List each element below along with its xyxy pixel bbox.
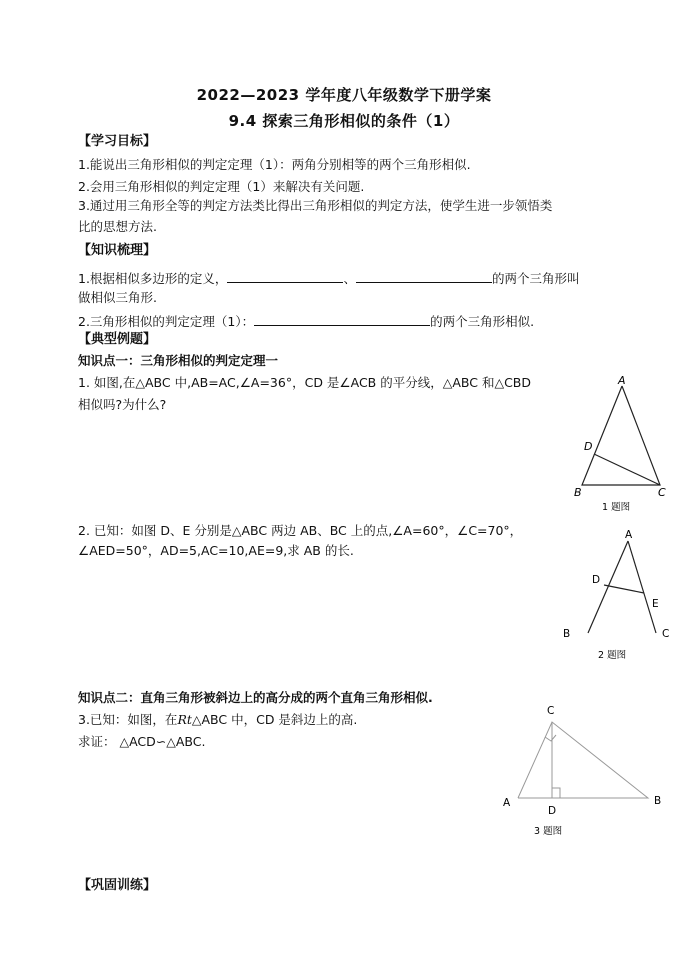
objective-item-3-cont: 比的思想方法. xyxy=(78,219,157,234)
knowledge-line-1-cont: 做相似三角形. xyxy=(78,290,157,305)
knowledge-line-1-start: 1.根据相似多边形的定义， xyxy=(78,271,228,286)
fig1-label-c: C xyxy=(658,486,666,499)
fig1-label-b: B xyxy=(574,486,582,499)
knowledge-point-2: 知识点二：直角三角形被斜边上的高分成的两个直角三角形相似. xyxy=(78,690,433,705)
knowledge-line-2 xyxy=(78,313,534,330)
fill-blank-2[interactable] xyxy=(356,270,492,283)
knowledge-line-2-start: 2.三角形相似的判定定理（1）： xyxy=(78,314,255,329)
knowledge-line-2-end: 的两个三角形相似. xyxy=(430,314,535,329)
question-1-line-2: 相似吗?为什么? xyxy=(78,397,167,412)
knowledge-point-1: 知识点一：三角形相似的判定定理一 xyxy=(78,353,279,368)
question-2-line-1: 2. 已知：如图 D、E 分别是△ABC 两边 AB、BC 上的点,∠A=60°，∠C=70°， xyxy=(78,523,523,538)
fig3-label-d: D xyxy=(548,805,557,817)
fig2-label-e: E xyxy=(652,598,659,610)
objective-item-2: 2.会用三角形相似的判定定理（1）来解决有关问题. xyxy=(78,179,365,194)
figure-3-right-triangle xyxy=(498,700,670,842)
fig1-label-d: D xyxy=(584,440,593,453)
knowledge-line-1-end: 的两个三角形叫 xyxy=(491,271,580,286)
question-3-line-1 xyxy=(78,712,357,728)
question-3-line-1-start: 3.已知：如图，在 xyxy=(78,712,178,727)
knowledge-heading: 【知识梳理】 xyxy=(78,243,157,258)
fig3-label-c: C xyxy=(547,705,555,717)
fig3-caption: 3 题图 xyxy=(534,826,563,837)
fig2-label-c: C xyxy=(662,628,670,640)
objective-item-1: 1.能说出三角形相似的判定定理（1）：两角分别相等的两个三角形相似. xyxy=(78,157,471,172)
question-3-rt: Rt xyxy=(177,712,192,727)
figure-1-triangle xyxy=(566,372,678,520)
practice-heading: 【巩固训练】 xyxy=(78,878,157,893)
fig1-caption: 1 题图 xyxy=(602,502,631,513)
question-2-line-2: ∠AED=50°，AD=5,AC=10,AE=9,求 AB 的长. xyxy=(78,543,354,558)
examples-heading: 【典型例题】 xyxy=(78,332,157,347)
fig1-label-a: A xyxy=(618,374,626,387)
question-3-line-1-end: △ABC 中，CD 是斜边上的高. xyxy=(191,712,358,727)
fill-blank-1[interactable] xyxy=(227,270,343,283)
fig2-label-b: B xyxy=(563,628,571,640)
fill-blank-3[interactable] xyxy=(254,313,430,326)
page-title: 2022—2023 学年度八年级数学下册学案 xyxy=(196,86,492,104)
question-1-line-1: 1. 如图,在△ABC 中,AB=AC,∠A=36°，CD 是∠ACB 的平分线，△ABC 和△CBD xyxy=(78,375,531,390)
question-3-line-2: 求证： △ACD∽△ABC. xyxy=(78,734,206,749)
fig3-label-a: A xyxy=(503,797,511,809)
lesson-subtitle: 9.4 探索三角形相似的条件（1） xyxy=(228,112,460,130)
fig3-label-b: B xyxy=(654,795,662,807)
objectives-heading: 【学习目标】 xyxy=(78,134,157,149)
knowledge-line-1-sep: 、 xyxy=(343,271,356,286)
objective-item-3: 3.通过用三角形全等的判定方法类比得出三角形相似的判定方法，使学生进一步领悟类 xyxy=(78,198,553,213)
fig2-label-d: D xyxy=(592,574,601,586)
knowledge-line-1 xyxy=(78,270,579,287)
fig2-caption: 2 题图 xyxy=(598,650,627,661)
fig2-label-a: A xyxy=(625,529,633,541)
figure-2-triangle xyxy=(558,525,678,665)
